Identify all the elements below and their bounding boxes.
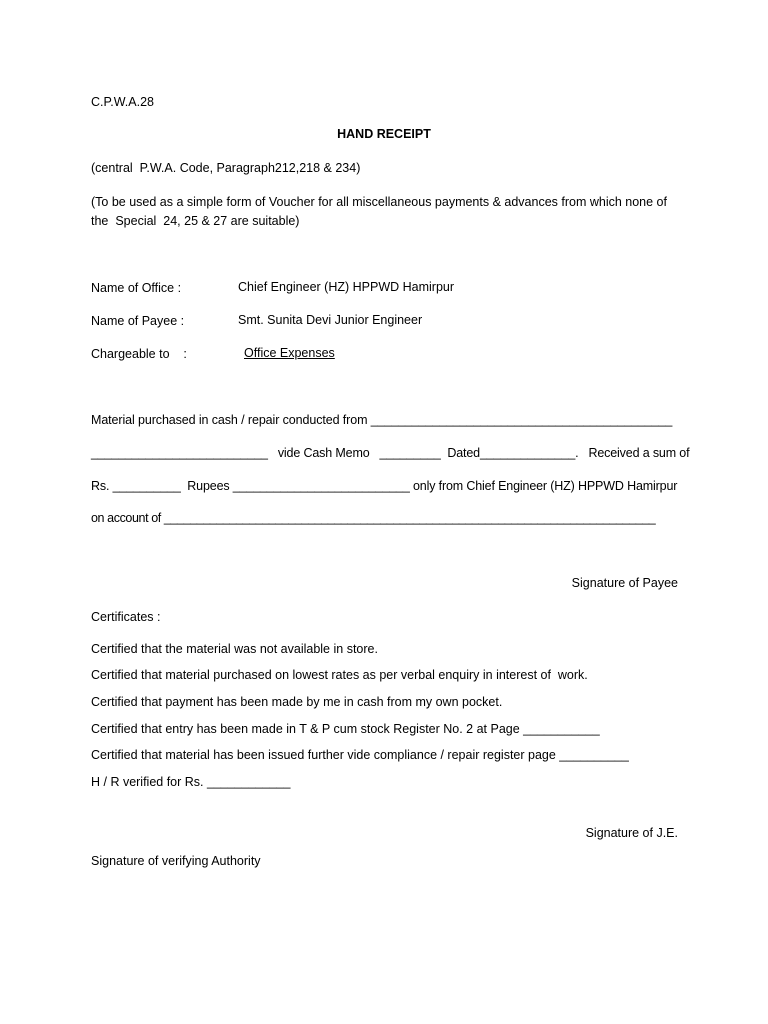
purchase-line: Material purchased in cash / repair conducted from ____________________________________________ xyxy=(91,413,673,427)
office-label: Name of Office : xyxy=(91,281,182,295)
usage-note-line2: the Special 24, 25 & 27 are suitable) xyxy=(91,214,300,228)
payee-label: Name of Payee : xyxy=(91,314,185,328)
signature-of-je: Signature of J.E. xyxy=(585,826,678,840)
certificate-item: Certified that material has been issued further vide compliance / repair register page __________ xyxy=(91,748,629,762)
chargeable-label: Chargeable to : xyxy=(91,347,187,361)
payee-value: Smt. Sunita Devi Junior Engineer xyxy=(238,313,423,327)
signature-of-payee: Signature of Payee xyxy=(571,576,678,590)
signature-of-verifying-authority: Signature of verifying Authority xyxy=(91,854,261,868)
form-code: C.P.W.A.28 xyxy=(91,95,154,109)
certificate-item: Certified that the material was not available in store. xyxy=(91,642,378,656)
code-reference: (central P.W.A. Code, Paragraph212,218 & 234) xyxy=(91,161,361,175)
certificate-item: Certified that payment has been made by me in cash from my own pocket. xyxy=(91,695,503,709)
certificates-heading: Certificates : xyxy=(91,610,161,624)
chargeable-value: Office Expenses xyxy=(244,346,335,360)
certificate-item: Certified that entry has been made in T & P cum stock Register No. 2 at Page ___________ xyxy=(91,722,600,736)
document-title: HAND RECEIPT xyxy=(337,127,431,141)
amount-line: Rs. __________ Rupees __________________________ only from Chief Engineer (HZ) HPPWD Hamirpur xyxy=(91,479,678,493)
office-value: Chief Engineer (HZ) HPPWD Hamirpur xyxy=(238,280,455,294)
usage-note-line1: (To be used as a simple form of Voucher for all miscellaneous payments & advances from which none of xyxy=(91,195,667,209)
cash-memo-line: __________________________ vide Cash Memo _________ Dated______________. Received a sum of xyxy=(91,446,690,460)
certificate-item: Certified that material purchased on lowest rates as per verbal enquiry in interest of work. xyxy=(91,668,588,682)
hr-verified-line: H / R verified for Rs. ____________ xyxy=(91,775,291,789)
account-line: on account of ___________________________________________________________________________ xyxy=(91,511,656,525)
